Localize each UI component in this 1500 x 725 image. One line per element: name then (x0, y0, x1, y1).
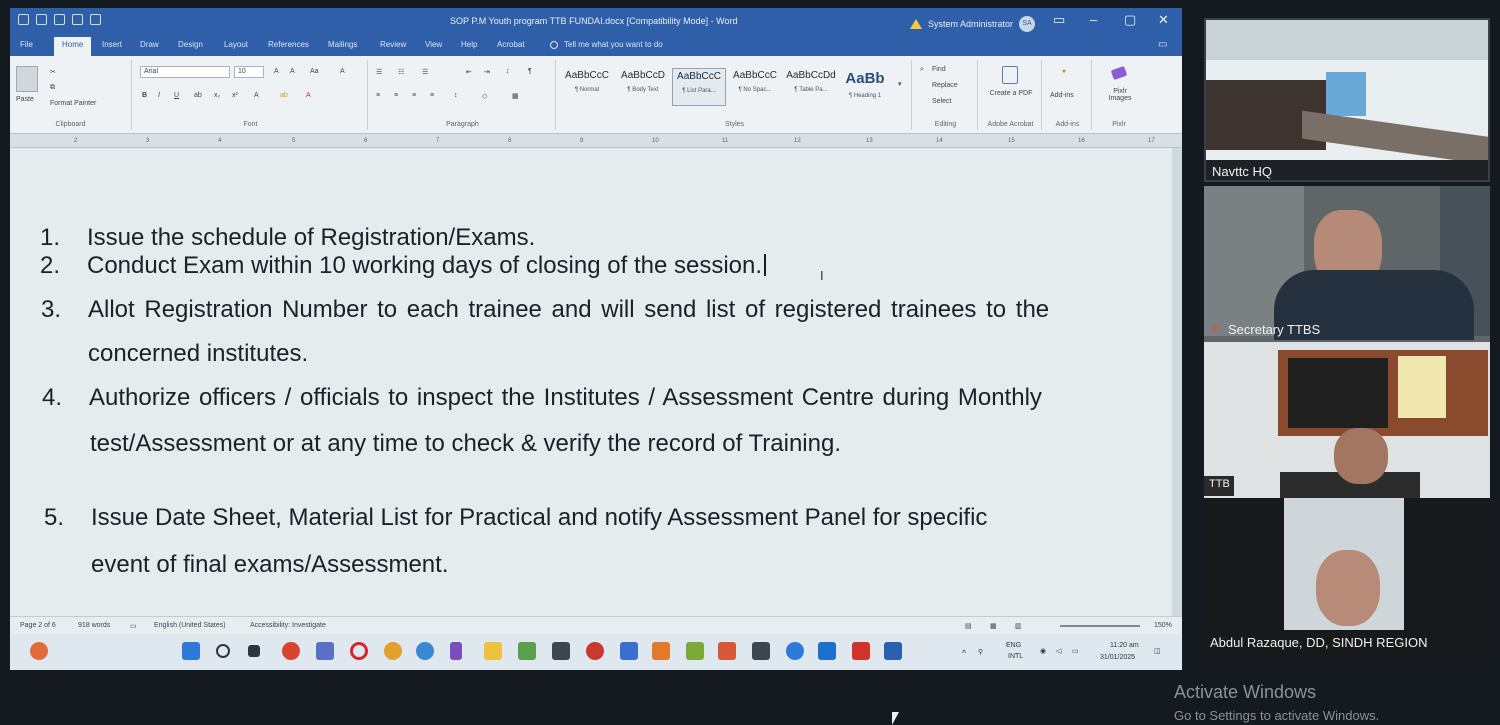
pixlr-group (1094, 60, 1144, 130)
format-painter-button[interactable]: Format Painter (50, 100, 97, 107)
activation-title: Activate Windows (1174, 682, 1317, 702)
accessibility-status[interactable]: Accessibility: Investigate (250, 622, 326, 629)
edge-icon[interactable] (786, 642, 804, 660)
style-normal[interactable] (560, 68, 614, 106)
style-sample: AaBb (845, 70, 885, 87)
list-number: 1. (40, 224, 61, 251)
style-sample: AaBbCcC (677, 71, 721, 82)
justify-icon[interactable]: ≡ (430, 92, 435, 99)
horizontal-ruler[interactable] (10, 134, 1182, 148)
list-number: 3. (41, 296, 62, 323)
style-name: ¶ List Para... (682, 88, 716, 94)
ruler-tick: 16 (1078, 138, 1085, 144)
lightbulb-icon (550, 41, 558, 49)
bullets-icon[interactable]: ☰ (376, 69, 383, 76)
shrink-font-icon[interactable]: A (290, 68, 295, 75)
tab-view[interactable]: View (425, 40, 443, 49)
minimize-icon[interactable]: – (1090, 12, 1098, 27)
style-sample: AaBbCcC (565, 70, 609, 81)
clock-date[interactable]: 31/01/2025 (1100, 654, 1136, 661)
ruler-tick: 13 (866, 138, 873, 144)
avatar[interactable]: SA (1019, 16, 1035, 32)
tab-help[interactable]: Help (461, 40, 478, 49)
ceiling-image (1206, 20, 1490, 60)
teams-icon[interactable] (316, 642, 334, 660)
borders-icon[interactable]: ▦ (512, 93, 519, 100)
opera-icon[interactable] (350, 642, 368, 660)
warning-icon (910, 19, 922, 29)
wall-screen-image (1326, 72, 1366, 116)
page-count[interactable]: Page 2 of 6 (20, 622, 56, 629)
web-layout-icon[interactable]: ▥ (1015, 623, 1022, 630)
addins-group (1044, 60, 1092, 130)
editing-group (914, 60, 978, 130)
font-size-box[interactable]: 10 (234, 66, 264, 78)
comments-icon[interactable]: ▭ (1158, 39, 1168, 50)
paste-button[interactable]: Paste (16, 96, 34, 103)
cut-icon[interactable]: ✂ (50, 69, 56, 76)
strikethrough-icon[interactable]: ab (194, 92, 202, 99)
title-bar (10, 8, 1182, 34)
text-effects-icon[interactable]: A (254, 92, 259, 99)
ruler-tick: 14 (936, 138, 943, 144)
style-sample: AaBbCcD (621, 70, 665, 81)
adobe-label: Adobe Acrobat (987, 121, 1034, 128)
list-item-text: event of final exams/Assessment. (91, 551, 449, 578)
acrobat-icon[interactable] (852, 642, 870, 660)
person-head-image (1334, 428, 1388, 484)
ruler-tick: 15 (1008, 138, 1015, 144)
word-count[interactable]: 918 words (78, 622, 111, 629)
participant-tile-ttb[interactable] (1204, 342, 1490, 498)
ruler-tick: 9 (580, 138, 584, 144)
tab-draw[interactable]: Draw (140, 40, 159, 49)
participant-tile-abdul-razaque[interactable] (1204, 498, 1490, 656)
vertical-scrollbar[interactable] (1172, 148, 1182, 616)
paper-image (1398, 356, 1446, 418)
mouse-ibeam-icon: I (820, 268, 824, 283)
app-icon[interactable] (652, 642, 670, 660)
document-title: SOP P.M Youth program TTB FUNDAI.docx [Compatibility Mode] - Word (450, 16, 738, 26)
word-app-icon[interactable] (884, 642, 902, 660)
style-name: ¶ No Spac... (738, 87, 772, 93)
list-item-text: concerned institutes. (88, 340, 309, 367)
underline-icon[interactable]: U (174, 92, 180, 99)
user-name: System Administrator (928, 19, 1014, 29)
numbering-icon[interactable]: ☷ (398, 69, 405, 76)
list-item-text-content: Conduct Exam within 10 working days of closing of the session. (87, 252, 763, 279)
list-item-text: Authorize officers / officials to inspect the Institutes / Assessment Centre during Monthly (89, 384, 1042, 411)
align-center-icon[interactable]: ≡ (394, 92, 399, 99)
ruler-tick: 12 (794, 138, 801, 144)
language-status[interactable]: English (United States) (154, 622, 226, 629)
editing-label: Editing (934, 121, 957, 128)
file-explorer-icon[interactable] (484, 642, 502, 660)
list-number: 5. (44, 504, 65, 531)
ruler-tick: 8 (508, 138, 512, 144)
pixlr-images-button[interactable]: Pixlr Images (1108, 88, 1132, 102)
tab-mailings[interactable]: Mailings (328, 40, 358, 49)
battery-icon[interactable]: ▭ (1072, 648, 1079, 655)
activation-subtitle: Go to Settings to activate Windows. (1174, 708, 1380, 723)
list-item-text (87, 252, 766, 280)
tab-insert[interactable]: Insert (102, 40, 123, 49)
mail-icon[interactable] (552, 642, 570, 660)
ribbon-display-icon[interactable]: ▭ (1053, 12, 1066, 27)
print-layout-icon[interactable]: ▦ (990, 623, 997, 630)
task-view-icon[interactable] (248, 645, 260, 657)
bold-icon[interactable]: B (142, 92, 148, 99)
superscript-icon[interactable]: x² (232, 92, 238, 99)
app-icon[interactable] (620, 642, 638, 660)
replace-button[interactable]: Replace (932, 82, 958, 89)
read-mode-icon[interactable]: ▤ (965, 623, 972, 630)
document-page[interactable] (10, 148, 1172, 616)
quick-access-toolbar (18, 14, 101, 25)
proofing-icon[interactable]: ▭ (130, 623, 137, 630)
windows-taskbar (10, 634, 1182, 670)
weather-icon[interactable] (30, 642, 48, 660)
list-item-text: Issue the schedule of Registration/Exams. (87, 224, 536, 251)
zoom-app-icon[interactable] (416, 642, 434, 660)
list-number: 2. (40, 252, 61, 279)
account-area[interactable] (910, 16, 1035, 32)
ribbon (10, 56, 1182, 134)
network-tray-icon[interactable]: ⚲ (978, 649, 984, 656)
app-icon[interactable] (718, 642, 736, 660)
pixlr-label: Pixlr (1112, 121, 1126, 128)
ruler-tick: 3 (146, 138, 150, 144)
clock-time[interactable]: 11:20 am (1110, 642, 1139, 649)
find-icon[interactable]: ⌕ (920, 66, 924, 73)
font-label: Font (243, 121, 258, 128)
app-icon[interactable] (518, 642, 536, 660)
redo-icon[interactable] (54, 14, 65, 25)
wifi-icon[interactable]: ◉ (1040, 648, 1047, 655)
notification-icon[interactable]: ◫ (1154, 648, 1161, 655)
addins-icon[interactable]: ● (1062, 68, 1067, 75)
increase-indent-icon[interactable]: ⇥ (484, 69, 490, 76)
customize-qat-icon[interactable] (90, 14, 101, 25)
sort-icon[interactable]: ↕ (506, 68, 510, 75)
app-icon[interactable] (752, 642, 770, 660)
chrome-icon[interactable] (282, 642, 300, 660)
tab-design[interactable]: Design (178, 40, 203, 49)
show-formatting-icon[interactable]: ¶ (528, 68, 532, 75)
select-button[interactable]: Select (932, 98, 952, 105)
font-color-icon[interactable]: A (306, 92, 311, 99)
show-hidden-icons-icon[interactable]: ^ (962, 648, 967, 658)
style-name: ¶ Body Text (627, 87, 659, 93)
ruler-tick: 7 (436, 138, 440, 144)
app-icon[interactable] (818, 642, 836, 660)
person-head-image (1316, 550, 1380, 626)
tab-home[interactable]: Home (54, 37, 91, 56)
change-case-icon[interactable]: Aa (310, 68, 319, 75)
tab-review[interactable]: Review (380, 40, 407, 49)
paste-icon[interactable] (16, 66, 38, 92)
subscript-icon[interactable]: x₂ (214, 92, 221, 99)
mouse-pointer-icon (892, 712, 899, 725)
maximize-icon[interactable]: ▢ (1124, 12, 1137, 27)
find-button[interactable]: Find (932, 66, 946, 73)
highlight-icon[interactable]: ab (280, 92, 288, 99)
clipboard-group (10, 60, 132, 130)
participant-tile-secretary[interactable] (1204, 186, 1490, 342)
font-name-box[interactable]: Arial (140, 66, 230, 78)
touch-mode-icon[interactable] (72, 14, 83, 25)
style-table-paragraph[interactable] (784, 68, 838, 106)
style-name: ¶ Heading 1 (848, 93, 882, 99)
style-list-paragraph[interactable] (672, 68, 726, 106)
grow-font-icon[interactable]: A (274, 68, 279, 75)
participant-tile-navttc-hq[interactable] (1204, 18, 1490, 182)
style-sample: AaBbCcC (733, 70, 777, 81)
styles-label: Styles (724, 121, 745, 128)
list-number: 4. (42, 384, 63, 411)
styles-group (558, 60, 912, 130)
search-icon[interactable] (216, 644, 230, 658)
list-item-text: Allot Registration Number to each trainee and will send list of registered trainees to the (88, 296, 1050, 323)
pixlr-icon[interactable] (1111, 66, 1128, 80)
region-indicator[interactable]: INTL (1008, 653, 1024, 660)
tab-file[interactable]: File (20, 40, 33, 49)
ruler-tick: 5 (292, 138, 296, 144)
line-spacing-icon[interactable]: ↕ (454, 92, 458, 99)
ribbon-tabs (10, 34, 1182, 56)
style-heading-1[interactable] (838, 68, 892, 106)
start-icon[interactable] (182, 642, 200, 660)
save-icon[interactable] (18, 14, 29, 25)
word-window (10, 8, 1182, 670)
status-bar (10, 616, 1182, 634)
list-item-text: test/Assessment or at any time to check & verify the record of Training. (90, 430, 841, 457)
app-icon[interactable] (384, 642, 402, 660)
muted-mic-icon: ✕ (1210, 322, 1221, 336)
tab-layout[interactable]: Layout (224, 40, 249, 49)
zoom-level[interactable]: 150% (1154, 622, 1172, 629)
ruler-tick: 10 (652, 138, 659, 144)
clear-formatting-icon[interactable]: A (340, 68, 345, 75)
addins-label: Add-ins (1055, 121, 1080, 128)
ruler-tick: 2 (74, 138, 78, 144)
paragraph-label: Paragraph (446, 121, 479, 128)
text-cursor (764, 254, 766, 276)
tell-me-search[interactable] (550, 40, 663, 49)
adobe-group (980, 60, 1042, 130)
copy-icon[interactable]: ⧉ (50, 84, 55, 91)
participant-name: Navttc HQ (1212, 164, 1272, 179)
multilevel-list-icon[interactable]: ☰ (422, 69, 429, 76)
zoom-slider[interactable] (1060, 625, 1140, 627)
volume-icon[interactable]: ◁ (1056, 648, 1062, 655)
tell-me-text: Tell me what you want to do (564, 40, 663, 49)
italic-icon[interactable]: I (158, 92, 160, 99)
create-pdf-icon[interactable] (1002, 66, 1018, 84)
ruler-tick: 17 (1148, 138, 1155, 144)
ruler-tick: 4 (218, 138, 222, 144)
style-body-text[interactable] (616, 68, 670, 106)
app-icon[interactable] (586, 642, 604, 660)
ruler-tick: 6 (364, 138, 368, 144)
participant-name: Secretary TTBS (1228, 322, 1321, 337)
align-right-icon[interactable]: ≡ (412, 92, 417, 99)
close-icon[interactable]: ✕ (1158, 12, 1169, 27)
tab-references[interactable]: References (268, 40, 309, 49)
styles-more-icon[interactable]: ▾ (898, 81, 902, 88)
style-name: ¶ Table Pa... (794, 87, 828, 93)
align-left-icon[interactable]: ≡ (376, 92, 381, 99)
font-group (134, 60, 368, 130)
style-name: ¶ Normal (574, 87, 600, 93)
app-icon[interactable] (686, 642, 704, 660)
conference-table-image (1302, 111, 1490, 166)
noticeboard-image (1288, 358, 1388, 428)
app-icon[interactable] (450, 642, 462, 660)
shading-icon[interactable]: ◇ (482, 93, 488, 100)
ruler-tick: 11 (722, 138, 729, 144)
addins-button[interactable]: Add-ins (1050, 92, 1074, 99)
list-item-text: Issue Date Sheet, Material List for Practical and notify Assessment Panel for specific (91, 504, 988, 531)
paragraph-group (370, 60, 556, 130)
language-indicator[interactable]: ENG (1006, 642, 1022, 649)
style-sample: AaBbCcDd (786, 70, 836, 81)
create-pdf-button[interactable]: Create a PDF (989, 90, 1033, 97)
participant-name: TTB (1209, 478, 1230, 490)
undo-icon[interactable] (36, 14, 47, 25)
clipboard-label: Clipboard (55, 121, 86, 128)
style-no-spacing[interactable] (728, 68, 782, 106)
tab-acrobat[interactable]: Acrobat (497, 40, 525, 49)
decrease-indent-icon[interactable]: ⇤ (466, 69, 472, 76)
participant-name: Abdul Razaque, DD, SINDH REGION (1210, 635, 1428, 650)
